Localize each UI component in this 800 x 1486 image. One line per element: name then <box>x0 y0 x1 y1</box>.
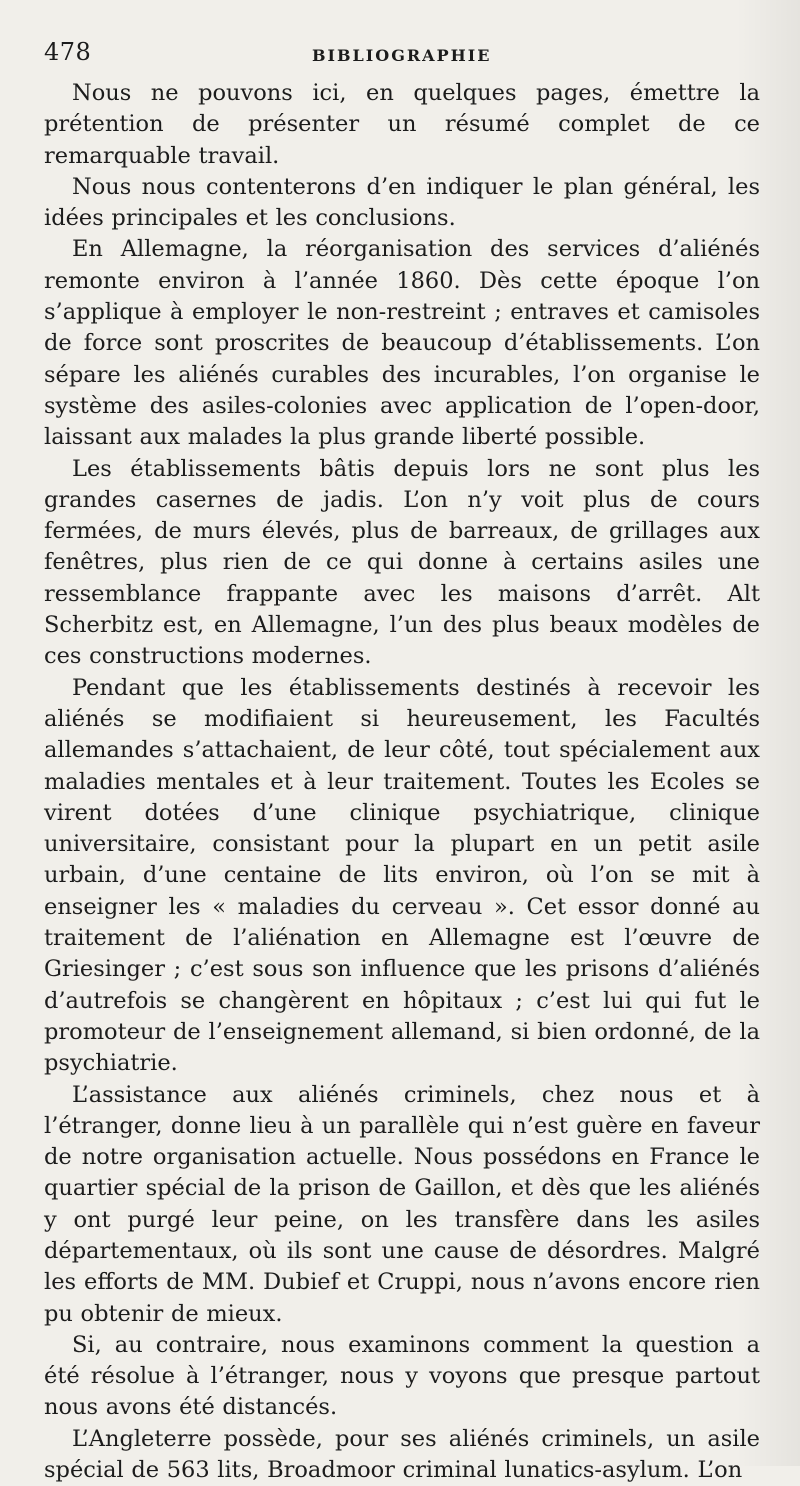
paragraph: Pendant que les établissements destinés à recevoir les aliénés se modifiaient si heureusement, les Facultés allemandes s’attachaient, de leur côté, tout spécialement aux maladies mentales et à leur traitement. Toutes les Ecoles se virent dotées d’une clinique psychiatrique, clinique universitaire, consistant pour la plupart en un petit asile urbain, d’une centaine de lits environ, où l’on se mit à enseigner les « maladies du cerveau ». Cet essor donné au traitement de l’aliénation en Allemagne est l’œuvre de Griesinger ; c’est sous son influence que les prisons d’aliénés d’autrefois se changèrent en hôpitaux ; c’est lui qui fut le promoteur de l’enseignement allemand, si bien ordonné, de la psychiatrie. <box>44 674 760 1077</box>
paragraph: Si, au contraire, nous examinons comment la question a été résolue à l’étranger, nous y voyons que presque partout nous avons été distancés. <box>44 1331 760 1421</box>
paragraph: Nous ne pouvons ici, en quelques pages, émettre la prétention de présenter un résumé complet de ce remarquable travail. <box>44 80 760 169</box>
body-text <box>44 78 760 1486</box>
paragraph: L’Angleterre possède, pour ses aliénés criminels, un asile spécial de 563 lits, Broadmoor criminal lunatics-asylum. L’on <box>44 1425 760 1484</box>
page-number: 478 <box>44 38 92 66</box>
paragraph: Les établissements bâtis depuis lors ne sont plus les grandes casernes de jadis. L’on n’y voit plus de cours fermées, de murs élevés, plus de barreaux, de grillages aux fenêtres, plus rien de ce qui donne à certains asiles une ressemblance frappante avec les maisons d’arrêt. Alt Scherbitz est, en Allemagne, l’un des plus beaux modèles de ces constructions modernes. <box>44 455 760 670</box>
paragraph: En Allemagne, la réorganisation des services d’aliénés remonte environ à l’année 1860. Dès cette époque l’on s’applique à employer le non-restreint ; entraves et camisoles de force sont proscrites de beaucoup d’établissements. L’on sépare les aliénés curables des incurables, l’on organise le système des asiles-colonies avec application de l’open-door, laissant aux malades la plus grande liberté possible. <box>44 236 760 451</box>
paragraph: L’assistance aux aliénés criminels, chez nous et à l’étranger, donne lieu à un parallèle qui n’est guère en faveur de notre organisation actuelle. Nous possédons en France le quartier spécial de la prison de Gaillon, et dès que les aliénés y ont purgé leur peine, on les transfère dans les asiles départementaux, où ils sont une cause de désordres. Malgré les efforts de MM. Dubief et Cruppi, nous n’avons encore rien pu obtenir de mieux. <box>44 1081 760 1327</box>
running-title: BIBLIOGRAPHIE <box>312 46 492 65</box>
paragraph: Nous nous contenterons d’en indiquer le plan général, les idées principales et les conclusions. <box>44 173 760 232</box>
running-head <box>44 38 760 72</box>
